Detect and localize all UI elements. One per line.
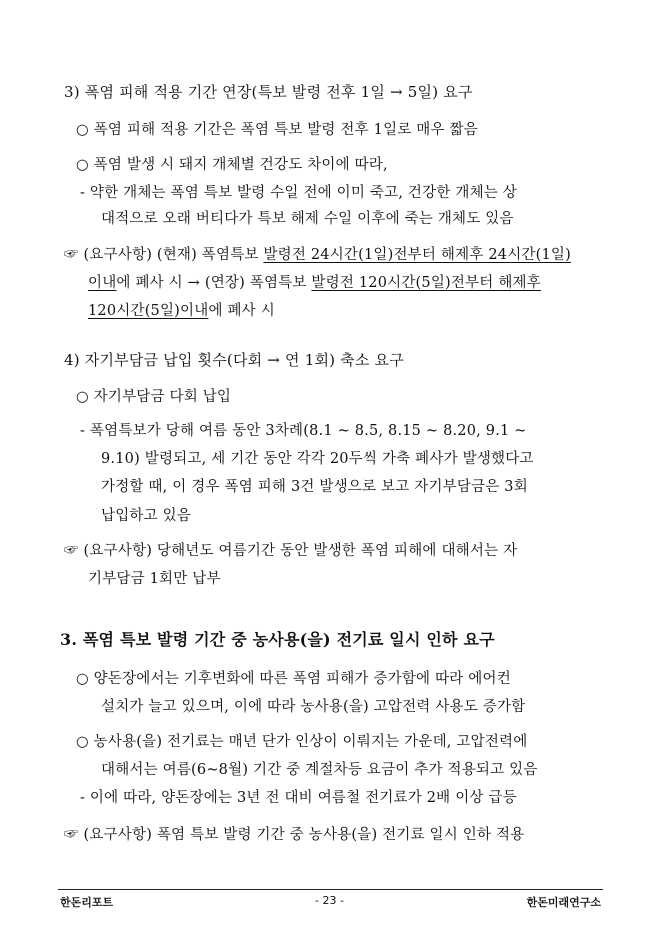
requirement-line-continued: 기부담금 1회만 납부 — [88, 571, 221, 587]
dash-item: - 폭염특보가 당해 여름 동안 3차례(8.1 ~ 8.5, 8.15 ~ 8.20, 9.1 ~ — [80, 423, 527, 439]
requirement-text: ☞ (요구사항) (현재) 폭염특보 — [64, 247, 264, 263]
footer-organization-name: 한돈미래연구소 — [526, 896, 601, 909]
footer-publication-name: 한돈리포트 — [60, 896, 114, 909]
bullet-item-continued: 대해서는 여름(6~8월) 기간 중 계절차등 요금이 추가 적용되고 있음 — [101, 762, 538, 778]
section-heading: 3) 폭염 피해 적용 기간 연장(특보 발령 전후 1일 → 5일) 요구 — [64, 83, 473, 101]
bullet-item: ○ 농사용(을) 전기료는 매년 단가 인상이 이뤄지는 가운데, 고압전력에 — [76, 734, 528, 750]
requirement-line-continued — [88, 301, 275, 321]
underlined-text: 발령전 120시간(5일)전부터 해제후 — [311, 275, 541, 291]
dash-item-continued: 9.10) 발령되고, 세 기간 동안 각각 20두씩 가축 폐사가 발생했다고 — [101, 451, 534, 467]
section-heading: 4) 자기부담금 납입 횟수(다회 → 연 1회) 축소 요구 — [64, 351, 404, 369]
page-number: - 23 - — [315, 894, 344, 907]
bullet-item: ○ 폭염 피해 적용 기간은 폭염 특보 발령 전후 1일로 매우 짧음 — [76, 122, 478, 138]
requirement-line: ☞ (요구사항) 당해년도 여름기간 동안 발생한 폭염 피해에 대해서는 자 — [64, 543, 518, 559]
footer-divider — [58, 889, 603, 890]
bullet-item: ○ 폭염 발생 시 돼지 개체별 건강도 차이에 따라, — [76, 157, 388, 173]
dash-item-continued: 대적으로 오래 버티다가 특보 해제 수일 이후에 죽는 개체도 있음 — [101, 211, 514, 227]
underlined-text: 발령전 24시간(1일)전부터 해제후 24시간(1일) — [263, 247, 571, 263]
requirement-text: 에 폐사 시 — [208, 303, 275, 319]
dash-item-continued: 가정할 때, 이 경우 폭염 피해 3건 발생으로 보고 자기부담금은 3회 — [101, 479, 528, 495]
dash-item: - 이에 따라, 양돈장에는 3년 전 대비 여름철 전기료가 2배 이상 급등 — [80, 790, 517, 806]
underlined-text: 이내 — [88, 275, 117, 291]
chapter-heading: 3. 폭염 특보 발령 기간 중 농사용(을) 전기료 일시 인하 요구 — [60, 630, 495, 649]
requirement-line — [64, 245, 571, 265]
requirement-text: 에 폐사 시 → (연장) 폭염특보 — [116, 275, 312, 291]
dash-item-continued: 납입하고 있음 — [101, 508, 192, 524]
requirement-line: ☞ (요구사항) 폭염 특보 발령 기간 중 농사용(을) 전기료 일시 인하 적용 — [64, 827, 525, 843]
underlined-text: 120시간(5일)이내 — [88, 303, 209, 319]
requirement-line-continued — [88, 273, 541, 293]
dash-item: - 약한 개체는 폭염 특보 발령 수일 전에 이미 죽고, 건강한 개체는 상 — [80, 185, 517, 201]
bullet-item-continued: 설치가 늘고 있으며, 이에 따라 농사용(을) 고압전력 사용도 증가함 — [101, 699, 526, 715]
bullet-item: ○ 양돈장에서는 기후변화에 따른 폭염 피해가 증가함에 따라 에어컨 — [76, 671, 511, 687]
bullet-item: ○ 자기부담금 다회 납입 — [76, 389, 232, 405]
